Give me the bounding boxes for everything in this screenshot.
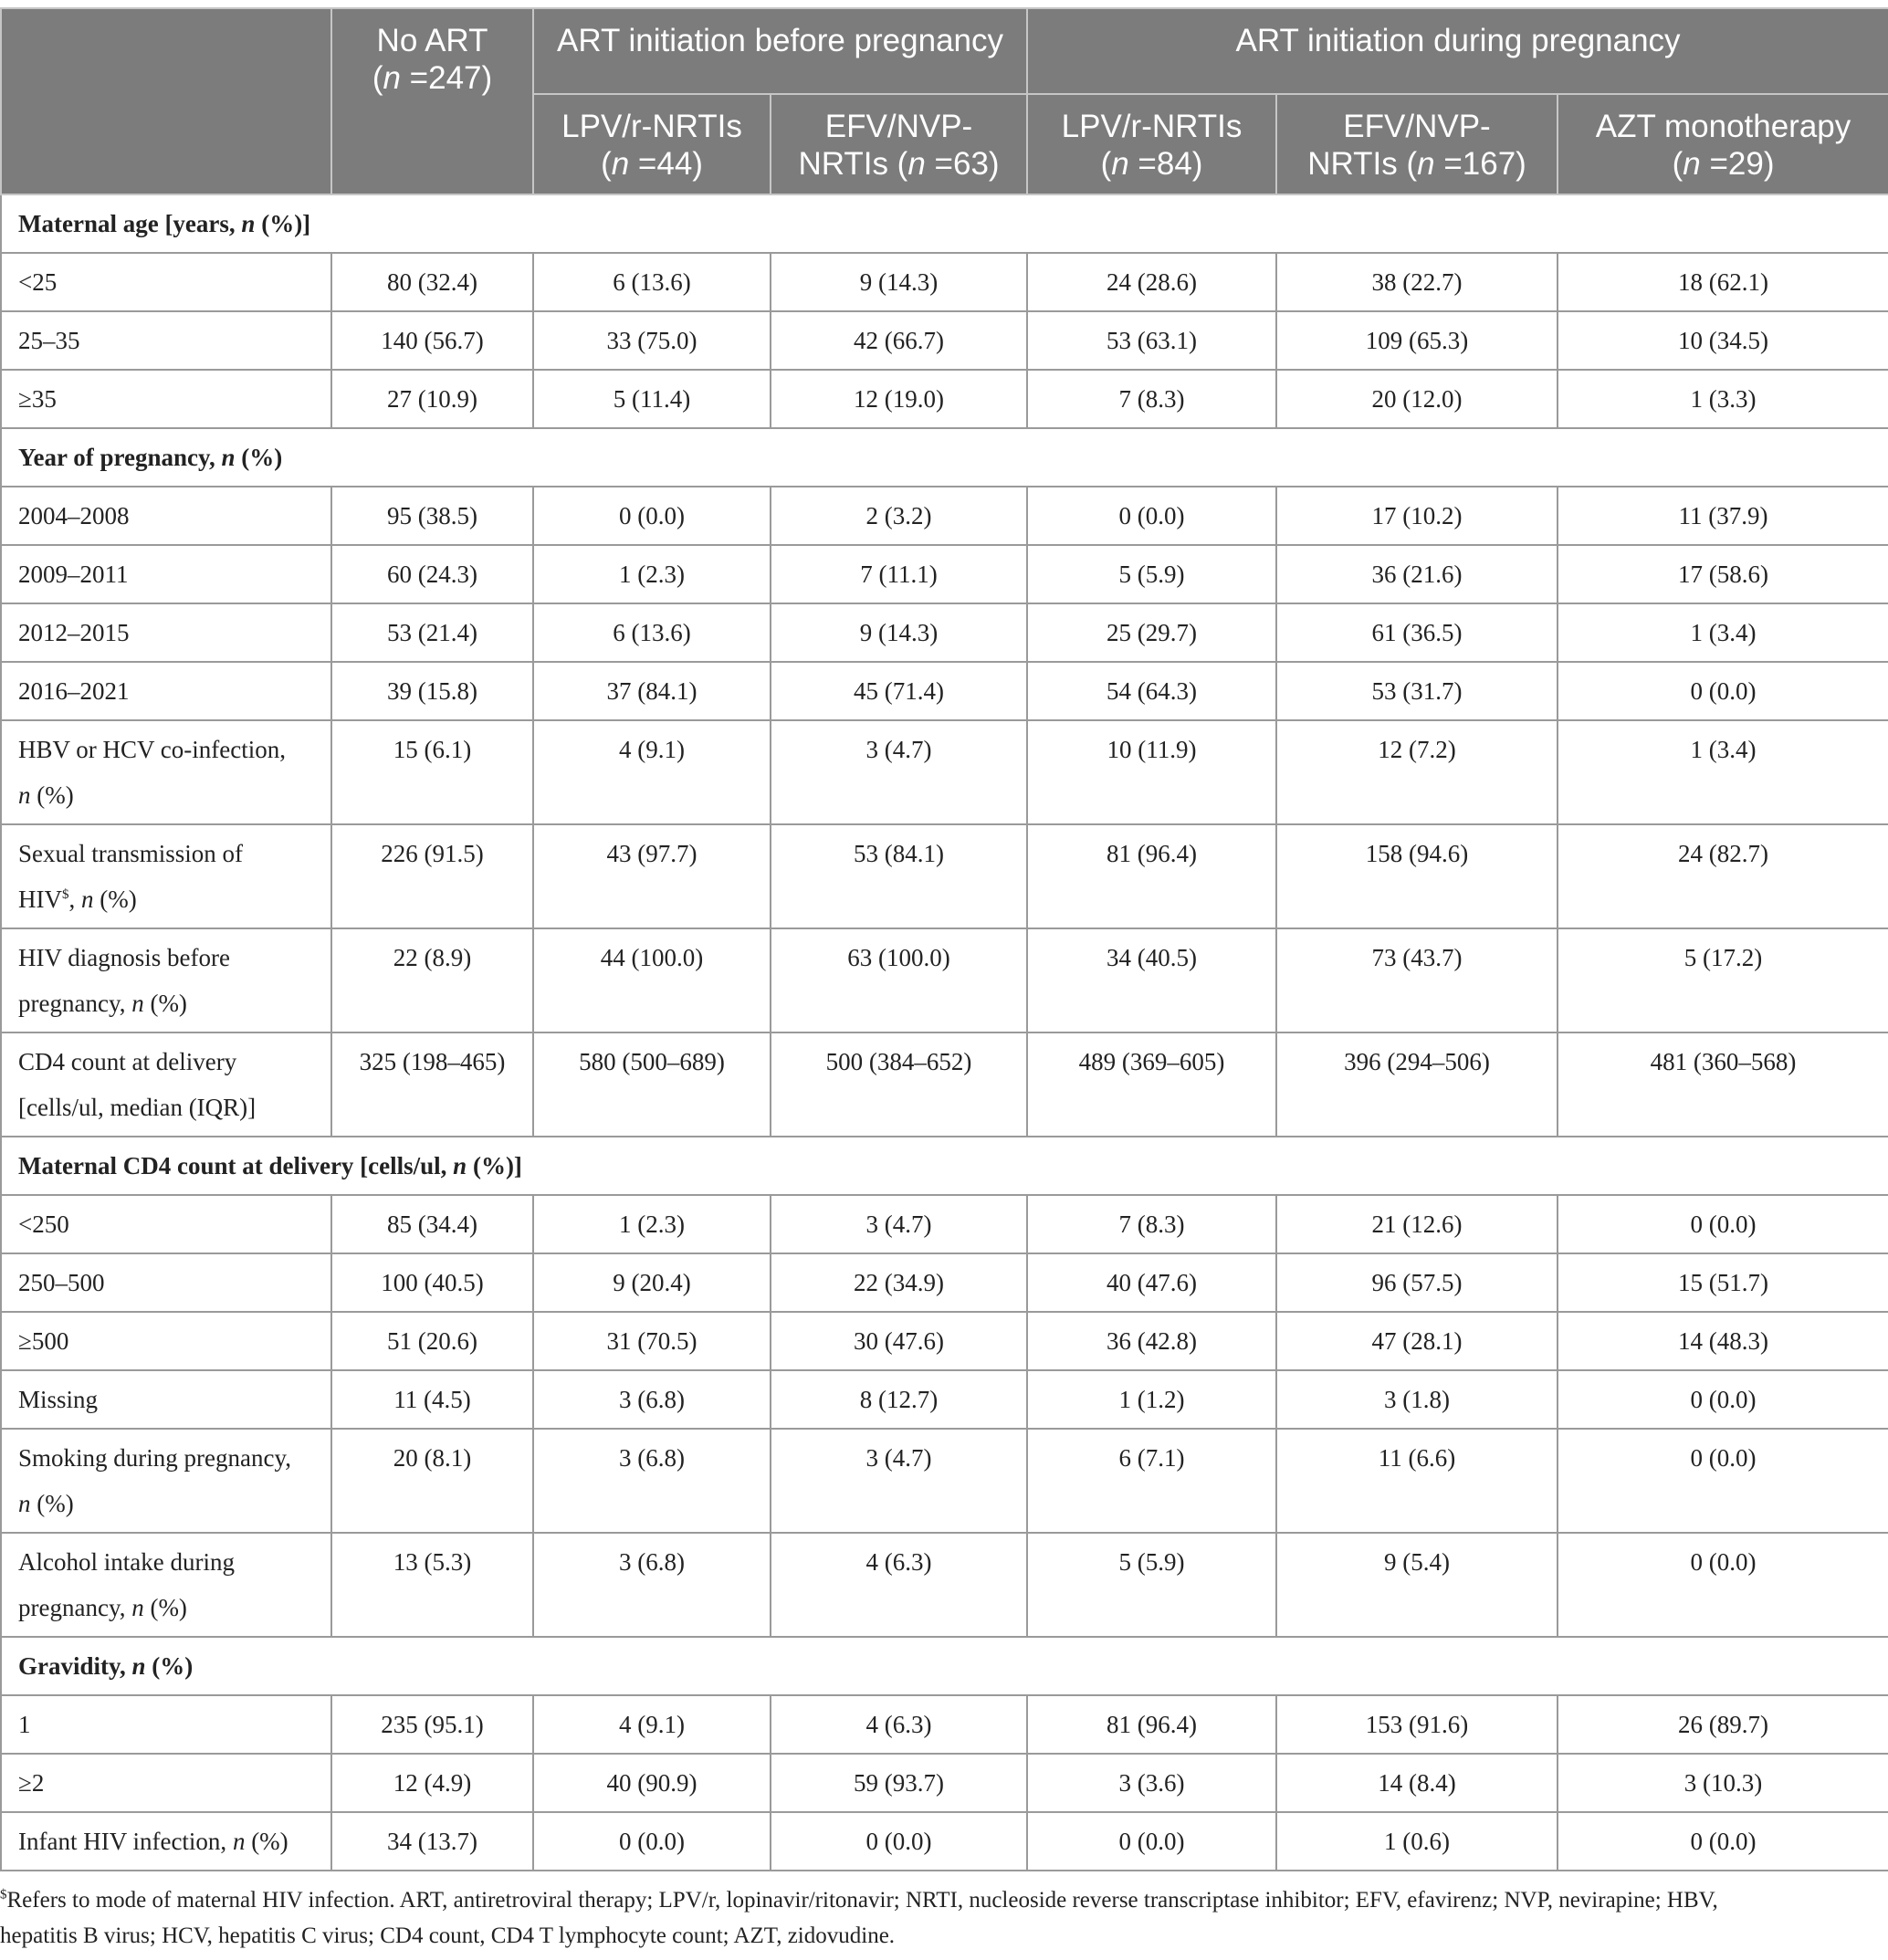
table-cell: 40 (90.9) bbox=[533, 1754, 771, 1812]
header-during-lpv: LPV/r-NRTIs (n =84) bbox=[1027, 94, 1276, 194]
table-cell: 3 (6.8) bbox=[533, 1533, 771, 1637]
table-cell: 1 (3.3) bbox=[1558, 370, 1888, 428]
table-cell: 3 (6.8) bbox=[533, 1370, 771, 1429]
table-cell: 3 (6.8) bbox=[533, 1429, 771, 1533]
table-cell: 96 (57.5) bbox=[1276, 1253, 1558, 1312]
table-cell: 100 (40.5) bbox=[331, 1253, 533, 1312]
table-row bbox=[1, 1032, 1888, 1137]
section-row-year-of-pregnancy bbox=[1, 428, 1888, 487]
table-cell: 0 (0.0) bbox=[1558, 1812, 1888, 1871]
table-cell: 42 (66.7) bbox=[771, 311, 1027, 370]
table-cell: 2 (3.2) bbox=[771, 487, 1027, 545]
header-during-azt: AZT monotherapy (n =29) bbox=[1558, 94, 1888, 194]
table-cell: 18 (62.1) bbox=[1558, 253, 1888, 311]
row-label: 25–35 bbox=[1, 311, 331, 370]
row-label: <250 bbox=[1, 1195, 331, 1253]
table-cell: 24 (28.6) bbox=[1027, 253, 1276, 311]
table-row bbox=[1, 1370, 1888, 1429]
table-cell: 60 (24.3) bbox=[331, 545, 533, 603]
table-cell: 7 (8.3) bbox=[1027, 370, 1276, 428]
header-row-groups bbox=[1, 8, 1888, 94]
table-cell: 53 (31.7) bbox=[1276, 662, 1558, 720]
section-label: Year of pregnancy, n (%) bbox=[1, 428, 1888, 487]
characteristics-table bbox=[0, 7, 1888, 1871]
table-cell: 3 (4.7) bbox=[771, 1195, 1027, 1253]
row-label: Missing bbox=[1, 1370, 331, 1429]
table-cell: 95 (38.5) bbox=[331, 487, 533, 545]
row-label: Infant HIV infection, n (%) bbox=[1, 1812, 331, 1871]
table-cell: 34 (40.5) bbox=[1027, 928, 1276, 1032]
table-cell: 22 (34.9) bbox=[771, 1253, 1027, 1312]
table-cell: 3 (3.6) bbox=[1027, 1754, 1276, 1812]
table-cell: 11 (4.5) bbox=[331, 1370, 533, 1429]
table-cell: 0 (0.0) bbox=[1558, 1533, 1888, 1637]
row-label: 2009–2011 bbox=[1, 545, 331, 603]
table-cell: 226 (91.5) bbox=[331, 824, 533, 928]
table-row bbox=[1, 1429, 1888, 1533]
table-cell: 0 (0.0) bbox=[1558, 662, 1888, 720]
table-row bbox=[1, 370, 1888, 428]
table-row bbox=[1, 545, 1888, 603]
row-label: HBV or HCV co-infection, n (%) bbox=[1, 720, 331, 824]
table-cell: 37 (84.1) bbox=[533, 662, 771, 720]
table-cell: 10 (34.5) bbox=[1558, 311, 1888, 370]
table-cell: 6 (7.1) bbox=[1027, 1429, 1276, 1533]
table-row bbox=[1, 253, 1888, 311]
table-cell: 1 (3.4) bbox=[1558, 720, 1888, 824]
table-cell: 9 (14.3) bbox=[771, 603, 1027, 662]
table-cell: 30 (47.6) bbox=[771, 1312, 1027, 1370]
table-cell: 1 (2.3) bbox=[533, 545, 771, 603]
table-cell: 17 (10.2) bbox=[1276, 487, 1558, 545]
section-label: Maternal age [years, n (%)] bbox=[1, 194, 1888, 253]
table-cell: 4 (9.1) bbox=[533, 720, 771, 824]
table-row bbox=[1, 720, 1888, 824]
table-cell: 9 (14.3) bbox=[771, 253, 1027, 311]
section-row-maternal-cd4 bbox=[1, 1137, 1888, 1195]
table-cell: 40 (47.6) bbox=[1027, 1253, 1276, 1312]
table-cell: 27 (10.9) bbox=[331, 370, 533, 428]
table-cell: 15 (51.7) bbox=[1558, 1253, 1888, 1312]
table-row bbox=[1, 1695, 1888, 1754]
table-cell: 0 (0.0) bbox=[533, 1812, 771, 1871]
table-cell: 4 (9.1) bbox=[533, 1695, 771, 1754]
table-cell: 4 (6.3) bbox=[771, 1695, 1027, 1754]
table-cell: 6 (13.6) bbox=[533, 603, 771, 662]
table-cell: 153 (91.6) bbox=[1276, 1695, 1558, 1754]
table-cell: 235 (95.1) bbox=[331, 1695, 533, 1754]
table-cell: 580 (500–689) bbox=[533, 1032, 771, 1137]
row-label: Sexual transmission of HIV$, n (%) bbox=[1, 824, 331, 928]
table-row bbox=[1, 1312, 1888, 1370]
table-cell: 24 (82.7) bbox=[1558, 824, 1888, 928]
table-cell: 3 (10.3) bbox=[1558, 1754, 1888, 1812]
row-label: HIV diagnosis before pregnancy, n (%) bbox=[1, 928, 331, 1032]
table-cell: 31 (70.5) bbox=[533, 1312, 771, 1370]
table-cell: 500 (384–652) bbox=[771, 1032, 1027, 1137]
table-cell: 7 (8.3) bbox=[1027, 1195, 1276, 1253]
table-cell: 0 (0.0) bbox=[533, 487, 771, 545]
table-cell: 14 (8.4) bbox=[1276, 1754, 1558, 1812]
table-row bbox=[1, 1195, 1888, 1253]
table-cell: 14 (48.3) bbox=[1558, 1312, 1888, 1370]
table-cell: 1 (1.2) bbox=[1027, 1370, 1276, 1429]
table-cell: 3 (4.7) bbox=[771, 720, 1027, 824]
table-cell: 6 (13.6) bbox=[533, 253, 771, 311]
table-cell: 25 (29.7) bbox=[1027, 603, 1276, 662]
row-label: CD4 count at delivery [cells/ul, median (IQR)] bbox=[1, 1032, 331, 1137]
table-cell: 22 (8.9) bbox=[331, 928, 533, 1032]
table-cell: 489 (369–605) bbox=[1027, 1032, 1276, 1137]
section-label: Maternal CD4 count at delivery [cells/ul, n (%)] bbox=[1, 1137, 1888, 1195]
table-cell: 45 (71.4) bbox=[771, 662, 1027, 720]
header-during-efv: EFV/NVP- NRTIs (n =167) bbox=[1276, 94, 1558, 194]
table-cell: 10 (11.9) bbox=[1027, 720, 1276, 824]
row-label: 1 bbox=[1, 1695, 331, 1754]
table-cell: 11 (37.9) bbox=[1558, 487, 1888, 545]
table-row bbox=[1, 1754, 1888, 1812]
table-cell: 39 (15.8) bbox=[331, 662, 533, 720]
table-cell: 5 (5.9) bbox=[1027, 545, 1276, 603]
header-before-efv: EFV/NVP- NRTIs (n =63) bbox=[771, 94, 1027, 194]
table-cell: 85 (34.4) bbox=[331, 1195, 533, 1253]
table-row bbox=[1, 1253, 1888, 1312]
table-cell: 20 (8.1) bbox=[331, 1429, 533, 1533]
table-cell: 140 (56.7) bbox=[331, 311, 533, 370]
row-label: ≥2 bbox=[1, 1754, 331, 1812]
table-cell: 325 (198–465) bbox=[331, 1032, 533, 1137]
table-cell: 26 (89.7) bbox=[1558, 1695, 1888, 1754]
row-label: 2012–2015 bbox=[1, 603, 331, 662]
table-cell: 0 (0.0) bbox=[1558, 1195, 1888, 1253]
row-label: Alcohol intake during pregnancy, n (%) bbox=[1, 1533, 331, 1637]
row-label: 250–500 bbox=[1, 1253, 331, 1312]
table-cell: 81 (96.4) bbox=[1027, 824, 1276, 928]
table-cell: 34 (13.7) bbox=[331, 1812, 533, 1871]
table-cell: 5 (11.4) bbox=[533, 370, 771, 428]
table-cell: 8 (12.7) bbox=[771, 1370, 1027, 1429]
row-label: 2016–2021 bbox=[1, 662, 331, 720]
table-cell: 1 (3.4) bbox=[1558, 603, 1888, 662]
table-cell: 1 (2.3) bbox=[533, 1195, 771, 1253]
header-no-art: No ART (n =247) bbox=[331, 8, 533, 194]
table-cell: 481 (360–568) bbox=[1558, 1032, 1888, 1137]
table-cell: 396 (294–506) bbox=[1276, 1032, 1558, 1137]
table-cell: 73 (43.7) bbox=[1276, 928, 1558, 1032]
table-cell: 43 (97.7) bbox=[533, 824, 771, 928]
table-cell: 12 (4.9) bbox=[331, 1754, 533, 1812]
table-cell: 0 (0.0) bbox=[771, 1812, 1027, 1871]
table-cell: 63 (100.0) bbox=[771, 928, 1027, 1032]
table-cell: 53 (21.4) bbox=[331, 603, 533, 662]
table-cell: 3 (4.7) bbox=[771, 1429, 1027, 1533]
table-cell: 81 (96.4) bbox=[1027, 1695, 1276, 1754]
table-row bbox=[1, 311, 1888, 370]
table-cell: 20 (12.0) bbox=[1276, 370, 1558, 428]
section-row-gravidity bbox=[1, 1637, 1888, 1695]
table-cell: 4 (6.3) bbox=[771, 1533, 1027, 1637]
table-cell: 9 (20.4) bbox=[533, 1253, 771, 1312]
header-empty-cell bbox=[1, 8, 331, 194]
table-row bbox=[1, 928, 1888, 1032]
table-cell: 36 (42.8) bbox=[1027, 1312, 1276, 1370]
section-label: Gravidity, n (%) bbox=[1, 1637, 1888, 1695]
table-cell: 15 (6.1) bbox=[331, 720, 533, 824]
row-label: 2004–2008 bbox=[1, 487, 331, 545]
table-cell: 38 (22.7) bbox=[1276, 253, 1558, 311]
table-cell: 51 (20.6) bbox=[331, 1312, 533, 1370]
header-group-during-pregnancy: ART initiation during pregnancy bbox=[1027, 8, 1888, 94]
table-cell: 1 (0.6) bbox=[1276, 1812, 1558, 1871]
table-cell: 109 (65.3) bbox=[1276, 311, 1558, 370]
table-cell: 11 (6.6) bbox=[1276, 1429, 1558, 1533]
table-cell: 17 (58.6) bbox=[1558, 545, 1888, 603]
table-row bbox=[1, 824, 1888, 928]
table-cell: 3 (1.8) bbox=[1276, 1370, 1558, 1429]
row-label: Smoking during pregnancy, n (%) bbox=[1, 1429, 331, 1533]
table-cell: 59 (93.7) bbox=[771, 1754, 1027, 1812]
table-cell: 158 (94.6) bbox=[1276, 824, 1558, 928]
table-cell: 5 (5.9) bbox=[1027, 1533, 1276, 1637]
table-cell: 80 (32.4) bbox=[331, 253, 533, 311]
table-cell: 7 (11.1) bbox=[771, 545, 1027, 603]
row-label: <25 bbox=[1, 253, 331, 311]
table-cell: 53 (63.1) bbox=[1027, 311, 1276, 370]
row-label: ≥35 bbox=[1, 370, 331, 428]
table-row bbox=[1, 1533, 1888, 1637]
section-row-maternal-age bbox=[1, 194, 1888, 253]
table-cell: 44 (100.0) bbox=[533, 928, 771, 1032]
table-footnote: $Refers to mode of maternal HIV infection. ART, antiretroviral therapy; LPV/r, lopinavir/ritonavir; NRTI, nucleoside reverse transcriptase inhibitor; EFV, efavirenz; NVP, nevirapine; HBV, hepatitis B virus; HCV, hepatitis C virus; CD4 count, CD4 T lymphocyte count; AZT, zidovudine. bbox=[0, 1887, 1718, 1948]
table-row bbox=[1, 662, 1888, 720]
table-row bbox=[1, 603, 1888, 662]
table-cell: 12 (7.2) bbox=[1276, 720, 1558, 824]
table-cell: 36 (21.6) bbox=[1276, 545, 1558, 603]
table-cell: 0 (0.0) bbox=[1027, 487, 1276, 545]
table-cell: 53 (84.1) bbox=[771, 824, 1027, 928]
row-label: ≥500 bbox=[1, 1312, 331, 1370]
table-cell: 21 (12.6) bbox=[1276, 1195, 1558, 1253]
table-row bbox=[1, 1812, 1888, 1871]
table-cell: 61 (36.5) bbox=[1276, 603, 1558, 662]
table-cell: 13 (5.3) bbox=[331, 1533, 533, 1637]
table-cell: 9 (5.4) bbox=[1276, 1533, 1558, 1637]
table-cell: 54 (64.3) bbox=[1027, 662, 1276, 720]
table-cell: 0 (0.0) bbox=[1558, 1429, 1888, 1533]
table-row bbox=[1, 487, 1888, 545]
table-cell: 33 (75.0) bbox=[533, 311, 771, 370]
header-group-before-pregnancy: ART initiation before pregnancy bbox=[533, 8, 1027, 94]
table-cell: 47 (28.1) bbox=[1276, 1312, 1558, 1370]
table-cell: 5 (17.2) bbox=[1558, 928, 1888, 1032]
header-before-lpv: LPV/r-NRTIs (n =44) bbox=[533, 94, 771, 194]
table-cell: 0 (0.0) bbox=[1027, 1812, 1276, 1871]
table-cell: 12 (19.0) bbox=[771, 370, 1027, 428]
table-cell: 0 (0.0) bbox=[1558, 1370, 1888, 1429]
